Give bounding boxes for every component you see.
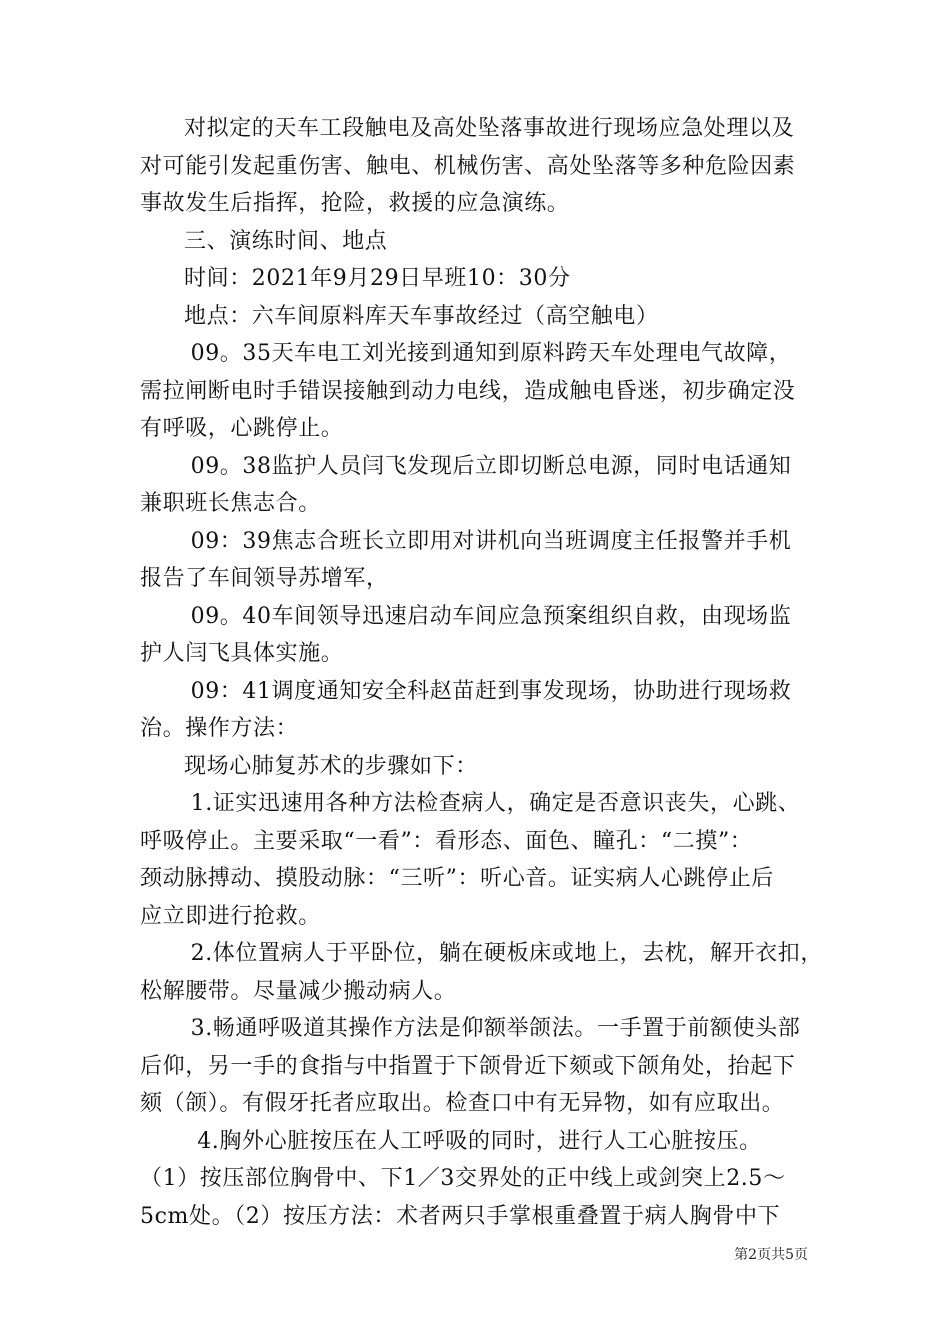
text-line: 地点：六车间原料库天车事故经过（高空触电） [184,303,659,329]
text-line: 事故发生后指挥，抢险，救援的应急演练。 [140,191,570,216]
text-line: 现场心肺复苏术的步骤如下： [184,753,478,779]
page-number: 第2页共5页 [734,1247,808,1263]
text-line: 09。35天车电工刘光接到通知到原料跨天车处理电气故障， [190,341,792,366]
text-line: 有呼吸，心跳停止。 [140,416,344,441]
text-line: （1）按压部位胸骨中、下1／3交界处的正中线上或剑突上2.5～ [140,1166,786,1191]
text-line: 时间：2021年9月29日早班10：30分 [184,266,571,291]
text-line: 三、演练时间、地点 [184,228,388,254]
text-line: 09：41调度通知安全科赵苗赶到事发现场，协助进行现场救 [190,678,792,704]
text-line: 护人闫飞具体实施。 [140,641,344,666]
text-line: 需拉闸断电时手错误接触到动力电线，造成触电昏迷，初步确定没 [140,378,796,404]
document-body [140,110,830,1235]
text-line: 2.体位置病人于平卧位，躺在硬板床或地上，去枕，解开衣扣， [190,941,823,966]
text-line: 3.畅通呼吸道其操作方法是仰额举颌法。一手置于前额使头部 [190,1016,801,1041]
text-line: 颏（颌）。有假牙托者应取出。检查口中有无异物，如有应取出。 [140,1091,785,1116]
text-line: 对拟定的天车工段触电及高处坠落事故进行现场应急处理以及 [184,116,795,141]
text-line: 呼吸停止。主要采取“一看”：看形态、面色、瞳孔：“二摸”： [140,828,753,854]
text-line: 09。38监护人员闫飞发现后立即切断总电源，同时电话通知 [190,453,792,479]
text-line: 4.胸外心脏按压在人工呼吸的同时，进行人工心脏按压。 [197,1128,762,1154]
text-line: 09。40车间领导迅速启动车间应急预案组织自救，由现场监 [190,603,792,629]
text-line: 颈动脉搏动、摸股动脉：“三听”：听心音。证实病人心跳停止后 [140,866,774,891]
text-line: 治。操作方法： [140,716,299,741]
text-line: 应立即进行抢救。 [140,903,321,929]
text-line: 1.证实迅速用各种方法检查病人，确定是否意识丧失，心跳、 [190,791,801,816]
text-line: 兼职班长焦志合。 [140,491,321,516]
text-line: 报告了车间领导苏增军， [140,566,389,591]
text-line: 5cm处。（2）按压方法：术者两只手掌根重叠置于病人胸骨中下 [140,1203,781,1229]
text-line: 对可能引发起重伤害、触电、机械伤害、高处坠落等多种危险因素 [140,153,796,179]
text-line: 松解腰带。尽量减少搬动病人。 [140,978,457,1004]
text-line: 09：39焦志合班长立即用对讲机向当班调度主任报警并手机 [190,528,792,554]
text-line: 后仰，另一手的食指与中指置于下颌骨近下颏或下颌角处，抬起下 [140,1053,796,1079]
